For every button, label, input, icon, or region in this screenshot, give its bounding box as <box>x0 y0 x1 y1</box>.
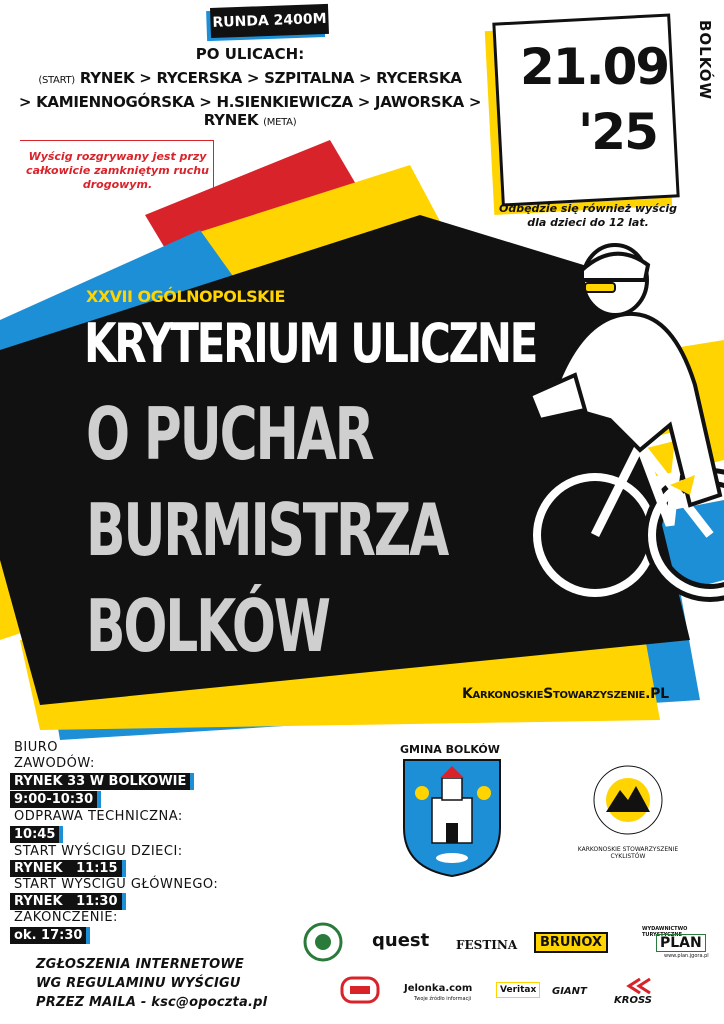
traffic-notice: Wyścig rozgrywany jest przy całkowicie zamkniętym ruchu drogowym. <box>26 150 209 191</box>
tech-label: ODPRAWA TECHNICZNA: <box>14 809 183 824</box>
title-line-4: BOLKÓW <box>86 584 329 668</box>
sponsor-giant: GIANT <box>552 986 587 997</box>
kids-start-value: RYNEK 11:15 <box>10 860 122 877</box>
sponsor-festina: FESTINA <box>456 938 518 952</box>
office-label-2: ZAWODÓW: <box>14 756 95 771</box>
route-line-2-text: > KAMIENNOGÓRSKA > H.SIENKIEWICZA > JAWORSKA > RYNEK <box>18 93 482 129</box>
sponsor-brunox: BRUNOX <box>534 932 608 953</box>
kids-race-note: Odbędzie się również wyścig dla dzieci do 12 lat. <box>499 202 677 229</box>
registration-info <box>36 955 267 1012</box>
club-logo-icon <box>588 760 668 840</box>
gmina-title: GMINA BOLKÓW <box>400 743 500 756</box>
main-start-value: RYNEK 11:30 <box>10 893 122 910</box>
event-date-year: '25 <box>578 103 657 161</box>
sponsor-veritax: Veritax <box>496 982 540 998</box>
sponsor-jelonka: Jelonka.com <box>404 983 473 994</box>
sponsor-ne-logo-icon <box>340 976 380 1004</box>
title-line-1: KRYTERIUM ULICZNE <box>84 312 537 375</box>
sponsor-badge-icon <box>303 922 343 962</box>
gmina-crest-icon <box>402 758 502 878</box>
sponsor-plan-url: www.plan.jgora.pl <box>664 953 709 959</box>
route-line-1 <box>0 69 500 87</box>
tech-time: 10:45 <box>10 826 59 843</box>
office-label-1: BIURO <box>14 740 59 755</box>
kids-start-label: START WYŚCIGU DZIECI: <box>14 844 183 859</box>
sponsor-jelonka-sub: Twoje źródło informacji <box>414 996 472 1002</box>
edition-subtitle: XXVII OGÓLNOPOLSKIE <box>86 287 285 306</box>
registration-line-1: ZGŁOSZENIA INTERNETOWE <box>36 957 245 972</box>
registration-line-2: WG REGULAMINU WYŚCIGU <box>36 976 241 991</box>
route-end-marker: (META) <box>263 117 297 128</box>
route-line-1-text: RYNEK > RYCERSKA > SZPITALNA > RYCERSKA <box>79 69 462 87</box>
cyclist-illustration <box>520 235 724 605</box>
end-value: ok. 17:30 <box>10 927 86 944</box>
sponsor-plan: PLAN <box>656 934 706 952</box>
title-line-2: O PUCHAR <box>86 392 373 476</box>
route-start-marker: (START) <box>38 75 75 86</box>
title-line-3: BURMISTRZA <box>86 488 448 572</box>
route-title: PO ULICACH: <box>195 45 305 63</box>
sponsor-plan-top: WYDAWNICTWO TURYSTYCZNE <box>642 926 688 938</box>
route-line-2 <box>0 93 500 129</box>
office-place: RYNEK 33 W BOLKOWIE <box>10 773 190 790</box>
registration-line-3[interactable]: PRZEZ MAILA - ksc@opoczta.pl <box>36 995 268 1010</box>
event-date-day: 21.09 <box>520 38 669 96</box>
website-link[interactable]: KarkonoskieStowarzyszenie.PL <box>462 686 669 702</box>
city-vertical-label: BOLKÓW <box>696 20 714 100</box>
sponsor-quest: quest <box>372 930 430 951</box>
club-logo-text: KARKONOSKIE STOWARZYSZENIE CYKLISTÓW <box>577 846 679 860</box>
end-label: ZAKOŃCZENIE: <box>14 910 118 925</box>
main-start-label: START WYŚCIGU GŁÓWNEGO: <box>14 877 219 892</box>
kross-arrow-icon <box>626 978 652 994</box>
lap-distance-badge: RUNDA 2400M <box>210 4 329 38</box>
office-time: 9:00-10:30 <box>10 791 97 808</box>
sponsor-kross: KROSS <box>614 995 652 1006</box>
